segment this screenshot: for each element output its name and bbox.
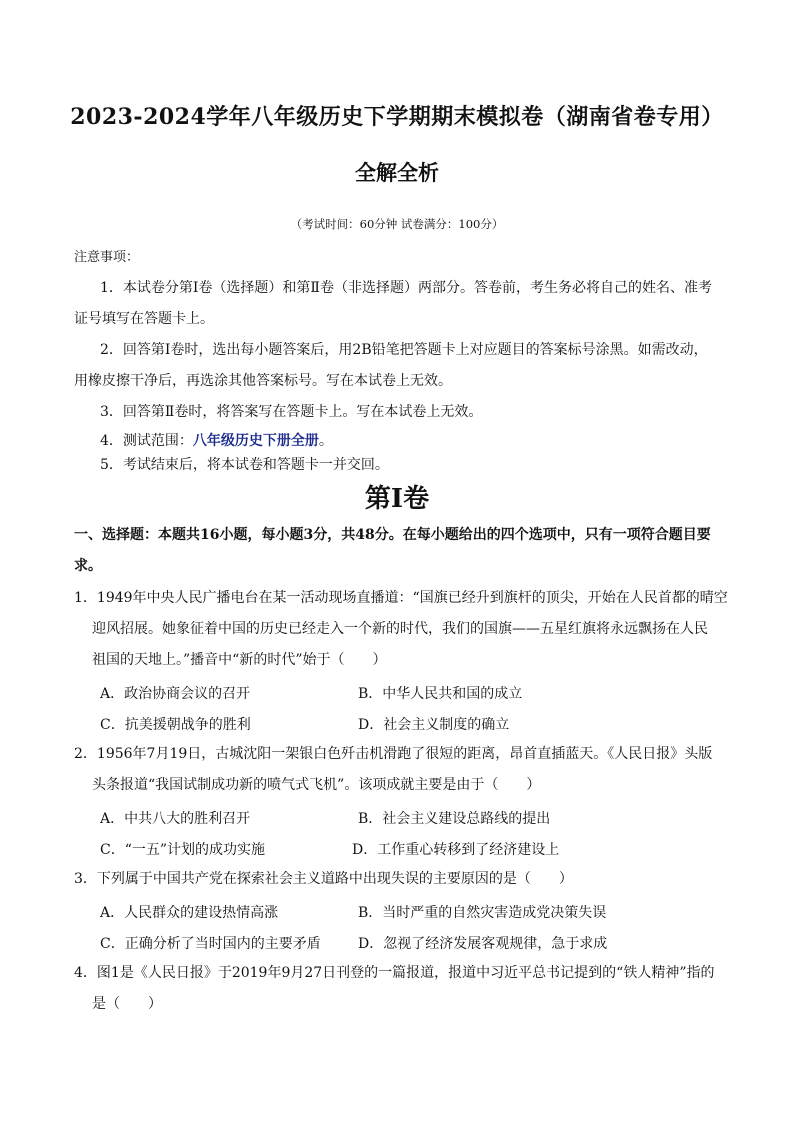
question-3-stem-line-1: 3．下列属于中国共产党在探索社会主义道路中出现失误的主要原因的是（ ）: [74, 871, 573, 887]
test-scope: 八年级历史下册全册: [192, 433, 319, 449]
note-item-1-line-1: 1．本试卷分第Ⅰ卷（选择题）和第Ⅱ卷（非选择题）两部分。答卷前，考生务必将自己的姓名、准考: [100, 280, 712, 296]
question-3-option-d[interactable]: D．忽视了经济发展客观规律，急于求成: [358, 936, 608, 952]
section-title: 第Ⅰ卷: [364, 484, 430, 514]
question-1-option-d[interactable]: D．社会主义制度的确立: [358, 717, 510, 733]
question-2-stem-line-1: 2．1956年7月19日，古城沈阳一架银白色歼击机滑跑了很短的距离，昂首直插蓝天。《人民日报》头版: [74, 746, 713, 762]
exam-info: （考试时间：60分钟 试卷满分：100分）: [290, 217, 504, 231]
question-3-option-b[interactable]: B．当时严重的自然灾害造成党决策失误: [358, 905, 607, 921]
question-1-option-c[interactable]: C．抗美援朝战争的胜利: [100, 717, 251, 733]
question-1-option-b[interactable]: B．中华人民共和国的成立: [358, 686, 523, 702]
question-3-option-a[interactable]: A．人民群众的建设热情高涨: [100, 905, 279, 921]
question-1-stem-line-2: 迎风招展。她象征着中国的历史已经走入一个新的时代，我们的国旗——五星红旗将永远飘扬在人民: [92, 621, 708, 637]
section-description-line-2: 求。: [74, 558, 102, 574]
note-item-4-suffix: 。: [318, 433, 333, 449]
question-1-stem-line-3: 祖国的天地上。”播音中“新的时代”始于（ ）: [92, 652, 387, 668]
page-title: 2023-2024学年八年级历史下学期期末模拟卷（湖南省卷专用）: [70, 104, 724, 130]
question-4-stem-line-2: 是（ ）: [92, 996, 162, 1012]
question-2-stem-line-2: 头条报道“我国试制成功新的喷气式飞机”。该项成就主要是由于（ ）: [92, 777, 541, 793]
question-2-option-d[interactable]: D．工作重心转移到了经济建设上: [352, 842, 560, 858]
question-1-option-a[interactable]: A．政治协商会议的召开: [100, 686, 251, 702]
note-item-2-line-1: 2．回答第Ⅰ卷时，选出每小题答案后，用2B铅笔把答题卡上对应题目的答案标号涂黑。如需改动，: [100, 342, 708, 358]
question-1-stem-line-1: 1．1949年中央人民广播电台在某一活动现场直播道：“国旗已经升到旗杆的顶尖，开始在人民首都的晴空: [74, 590, 728, 606]
question-2-option-c[interactable]: C．“一五”计划的成功实施: [100, 842, 266, 858]
question-3-option-c[interactable]: C．正确分析了当时国内的主要矛盾: [100, 936, 321, 952]
section-description-line-1: 一、选择题：本题共16小题，每小题3分，共48分。在每小题给出的四个选项中，只有一项符合题目要: [74, 527, 711, 543]
note-item-3: 3．回答第Ⅱ卷时，将答案写在答题卡上。写在本试卷上无效。: [100, 404, 483, 420]
notes-heading: 注意事项：: [74, 250, 140, 265]
page-subtitle: 全解全析: [355, 160, 439, 185]
question-4-stem-line-1: 4．图1是《人民日报》于2019年9月27日刊登的一篇报道，报道中习近平总书记提到的“铁人精神”指的: [74, 965, 715, 981]
question-2-option-b[interactable]: B．社会主义建设总路线的提出: [358, 811, 551, 827]
note-item-2-line-2: 用橡皮擦干净后，再选涂其他答案标号。写在本试卷上无效。: [74, 373, 452, 389]
question-2-option-a[interactable]: A．中共八大的胜利召开: [100, 811, 251, 827]
note-item-4-prefix: 4．测试范围：: [100, 433, 193, 449]
note-item-5: 5．考试结束后，将本试卷和答题卡一并交回。: [100, 457, 389, 473]
note-item-1-line-2: 证号填写在答题卡上。: [74, 311, 214, 327]
